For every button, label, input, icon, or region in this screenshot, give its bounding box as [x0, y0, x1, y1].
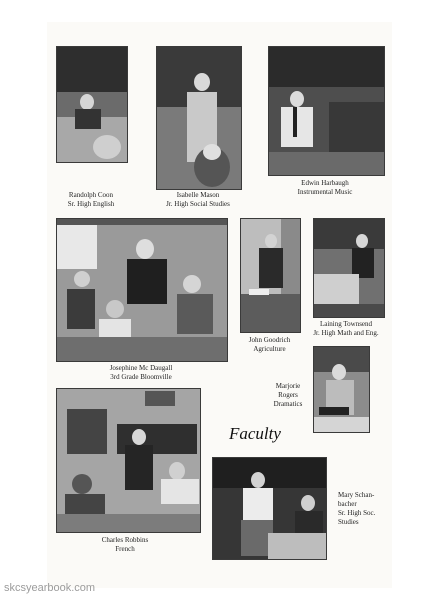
teacher-subject: Jr. High Math and Eng. — [313, 329, 379, 337]
teacher-name: Josephine Mc Daugall — [109, 364, 173, 372]
teacher-subject: Agriculture — [253, 345, 286, 353]
teacher-name-line1: Marjorie — [275, 382, 301, 390]
yearbook-page — [47, 22, 392, 588]
caption-josephine-mc-daugall — [91, 364, 191, 382]
teacher-subject: French — [115, 545, 135, 553]
photo-randolph-coon — [56, 46, 128, 163]
photo-josephine-mc-daugall — [56, 218, 228, 362]
caption-john-goodrich — [237, 336, 302, 354]
teacher-name-line1: Mary Schan- — [338, 491, 375, 499]
photo-laining-townsend — [313, 218, 385, 318]
teacher-name: Laining Townsend — [319, 320, 373, 328]
teacher-name-line2: Rogers — [278, 391, 298, 399]
caption-marjorie-rogers — [265, 382, 311, 409]
photo-john-goodrich — [240, 218, 301, 333]
teacher-name-line2: bacher — [338, 500, 357, 508]
teacher-name: Randolph Coon — [68, 191, 114, 199]
teacher-subject: Jr. High Social Studies — [166, 200, 230, 208]
caption-edwin-harbaugh — [285, 179, 365, 197]
teacher-subject-line2: Studies — [338, 518, 359, 526]
teacher-subject-line1: Sr. High Soc. — [338, 509, 376, 517]
photo-isabelle-mason — [156, 46, 242, 190]
caption-charles-robbins — [85, 536, 165, 554]
caption-mary-schanbacher — [338, 491, 392, 527]
caption-laining-townsend — [301, 320, 391, 338]
caption-randolph-coon — [51, 191, 131, 209]
photo-mary-schanbacher — [212, 457, 327, 560]
teacher-subject: 3rd Grade Bloomville — [110, 373, 172, 381]
photo-edwin-harbaugh — [268, 46, 385, 176]
page-title: Faculty — [229, 424, 281, 443]
teacher-subject: Dramatics — [273, 400, 303, 408]
teacher-name: John Goodrich — [248, 336, 291, 344]
teacher-name: Charles Robbins — [101, 536, 149, 544]
teacher-subject: Sr. High English — [67, 200, 115, 208]
watermark: skcsyearbook.com — [4, 582, 96, 594]
caption-isabelle-mason — [148, 191, 248, 209]
teacher-name: Isabelle Mason — [176, 191, 220, 199]
photo-charles-robbins — [56, 388, 201, 533]
photo-marjorie-rogers — [313, 346, 370, 433]
teacher-name: Edwin Harbaugh — [301, 179, 349, 187]
teacher-subject: Instrumental Music — [297, 188, 353, 196]
